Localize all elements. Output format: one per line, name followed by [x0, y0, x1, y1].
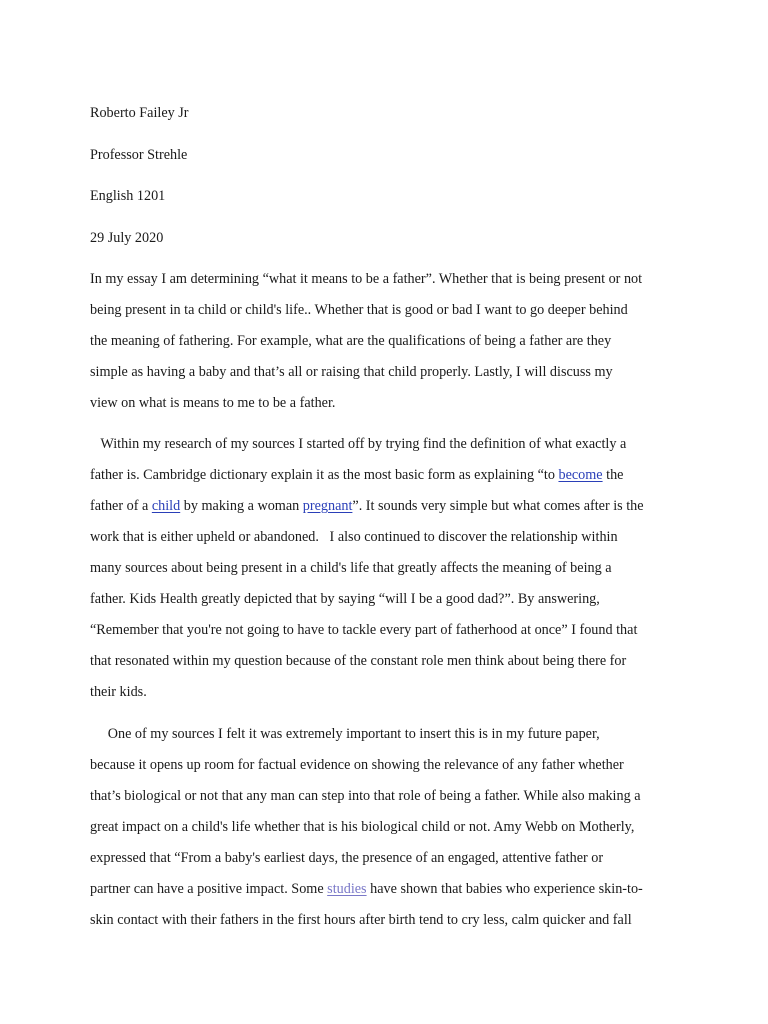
link-child[interactable]: child [151, 498, 181, 514]
author-name: Roberto Failey Jr [90, 105, 189, 121]
text-line: work that is either upheld or abandoned. I also continued to discover the relationship within [90, 529, 618, 545]
text-line [90, 466, 623, 484]
text-line: being present in ta child or child's life.. Whether that is good or bad I want to go deeper behind [90, 302, 628, 318]
text-line: skin contact with their fathers in the first hours after birth tend to cry less, calm quicker and fall [90, 912, 632, 928]
course-name: English 1201 [90, 188, 166, 204]
text-line: great impact on a child's life whether that is his biological child or not. Amy Webb on Motherly, [90, 819, 635, 835]
text-segment: partner can have a positive impact. Some [90, 881, 328, 897]
text-line: One of my sources I felt it was extremely important to insert this is in my future paper, [90, 726, 600, 742]
link-studies[interactable]: studies [327, 881, 367, 897]
text-line: that resonated within my question because of the constant role men think about being there for [90, 653, 627, 669]
text-segment: the [602, 467, 624, 483]
text-line: expressed that “From a baby's earliest days, the presence of an engaged, attentive father or [90, 850, 604, 866]
text-line: the meaning of fathering. For example, what are the qualifications of being a father are they [90, 333, 612, 349]
text-segment: ”. It sounds very simple but what comes after is the [352, 498, 644, 514]
link-become[interactable]: become [558, 467, 603, 483]
text-segment: have shown that babies who experience skin-to- [366, 881, 643, 897]
text-line: “Remember that you're not going to have to tackle every part of fatherhood at once” I found that [90, 622, 638, 638]
document-date: 29 July 2020 [90, 230, 164, 246]
text-line [90, 497, 644, 515]
text-segment: by making a woman [180, 498, 303, 514]
text-line: Within my research of my sources I started off by trying find the definition of what exactly a [90, 436, 627, 452]
text-segment: father of a [90, 498, 152, 514]
text-line [90, 880, 643, 898]
text-line: that’s biological or not that any man can step into that role of being a father. While also making a [90, 788, 641, 804]
text-line: simple as having a baby and that’s all or raising that child properly. Lastly, I will discuss my [90, 364, 613, 380]
text-line: In my essay I am determining “what it means to be a father”. Whether that is being present or not [90, 271, 643, 287]
text-line: view on what is means to me to be a father. [90, 395, 336, 411]
link-pregnant[interactable]: pregnant [302, 498, 353, 514]
text-line: many sources about being present in a child's life that greatly affects the meaning of being a [90, 560, 612, 576]
text-line: father. Kids Health greatly depicted that by saying “will I be a good dad?”. By answering, [90, 591, 600, 607]
text-line: because it opens up room for factual evidence on showing the relevance of any father whether [90, 757, 624, 773]
professor-name: Professor Strehle [90, 147, 188, 163]
text-segment: father is. Cambridge dictionary explain it as the most basic form as explaining “to [90, 467, 559, 483]
text-line: their kids. [90, 684, 147, 700]
